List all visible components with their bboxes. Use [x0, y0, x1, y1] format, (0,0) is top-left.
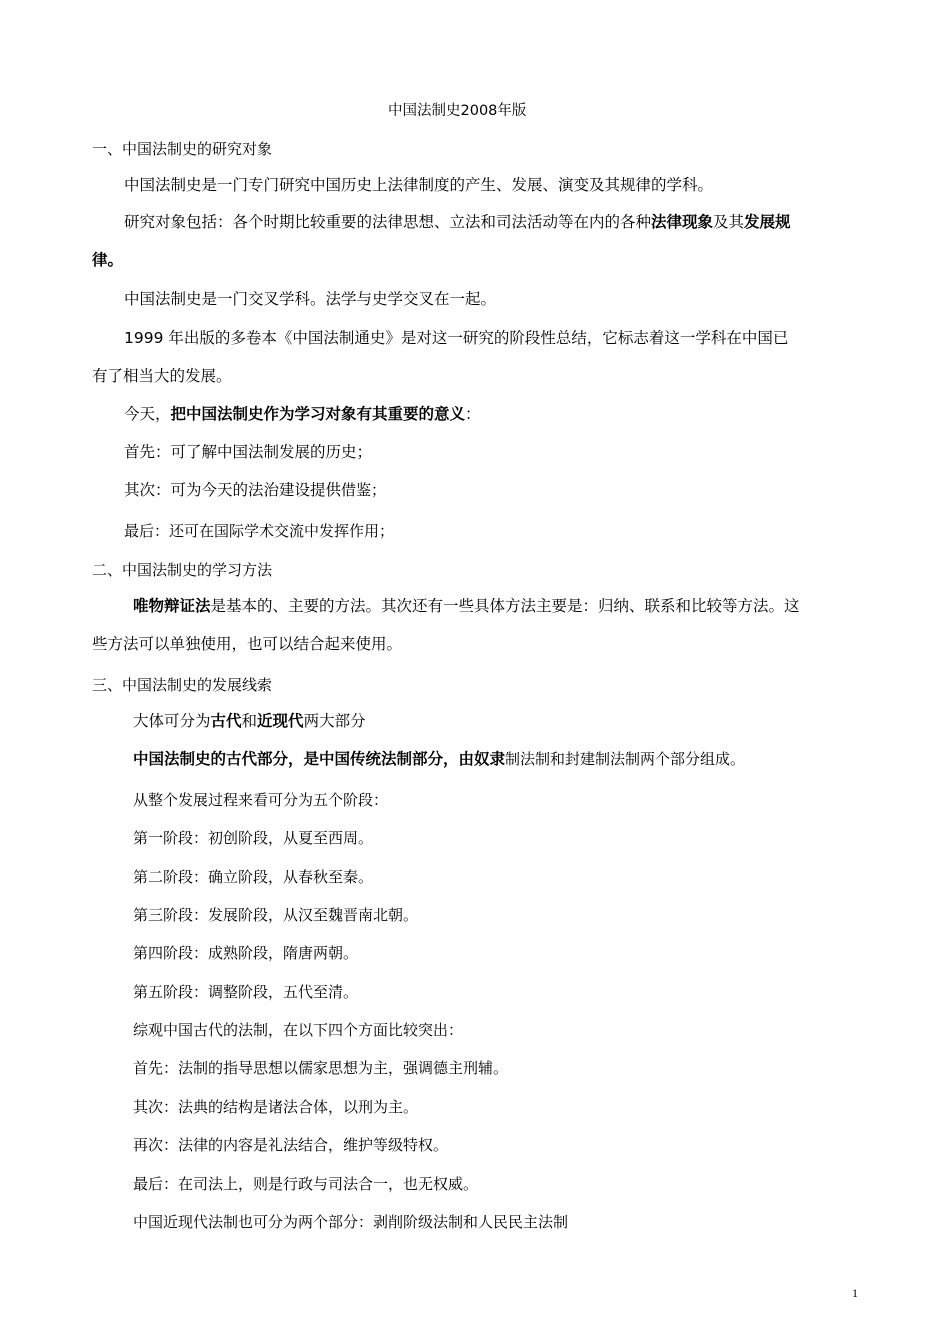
paragraph-line: 综观中国古代的法制，在以下四个方面比较突出： — [133, 1021, 464, 1039]
text-run: 两大部分 — [303, 712, 366, 730]
paragraph-line: 有了相当大的发展。 — [92, 367, 232, 385]
paragraph-line: 中国法制史是一门交叉学科。法学与史学交叉在一起。 — [124, 290, 497, 308]
bold-term: 把中国法制史作为学习对象有其重要的意义 — [170, 405, 466, 423]
bold-term: 法律现象 — [651, 213, 714, 231]
section-heading-3: 三、中国法制史的发展线索 — [92, 676, 273, 694]
paragraph-line — [124, 215, 791, 231]
feature-line: 最后：在司法上，则是行政与司法合一，也无权威。 — [133, 1175, 479, 1193]
paragraph-line: 些方法可以单独使用，也可以结合起来使用。 — [92, 635, 403, 653]
stage-line: 第一阶段：初创阶段，从夏至西周。 — [133, 829, 374, 847]
paragraph-line: 从整个发展过程来看可分为五个阶段： — [133, 791, 389, 809]
bold-term: 中国法制史的古代部分，是中国传统法制部分，由奴隶 — [133, 750, 506, 768]
paragraph-line: 最后：还可在国际学术交流中发挥作用； — [124, 522, 395, 540]
stage-line: 第五阶段：调整阶段，五代至清。 — [133, 983, 359, 1001]
bold-term: 古代 — [210, 712, 242, 730]
stage-line: 第二阶段：确立阶段，从春秋至秦。 — [133, 868, 374, 886]
paragraph-line — [92, 253, 123, 269]
section-heading-1: 一、中国法制史的研究对象 — [92, 140, 273, 158]
bold-term: 近现代 — [257, 712, 304, 730]
text-run: 其次：可为今天的法治建设提供 — [124, 481, 342, 499]
page-number: 1 — [852, 1286, 858, 1300]
paragraph-line — [133, 752, 745, 768]
text-run: 和 — [241, 712, 258, 730]
bold-term: 发展规 — [744, 213, 791, 231]
text-run: 大体可分为 — [133, 712, 211, 730]
text-run: ： — [465, 405, 481, 423]
paragraph-line — [124, 483, 386, 499]
text-run: 借鉴； — [341, 481, 387, 499]
text-run: 研究对象包括：各个时期比较重要的法律思想、立法和司法活动等在内的各种 — [124, 213, 652, 231]
paragraph-line — [133, 599, 800, 615]
stage-line: 第四阶段：成熟阶段，隋唐两朝。 — [133, 944, 359, 962]
bold-term: 唯物辩证法 — [133, 597, 211, 615]
paragraph-line: 中国法制史是一门专门研究中国历史上法律制度的产生、发展、演变及其规律的学科。 — [124, 176, 714, 194]
text-run: 及其 — [713, 213, 745, 231]
text-run: 制法制和封建制法制两个部分组成。 — [505, 750, 746, 768]
bold-term: 律。 — [92, 251, 124, 269]
paragraph-line: 首先：可了解中国法制发展的历史； — [124, 443, 373, 461]
paragraph-line — [133, 714, 366, 730]
document-title: 中国法制史2008年版 — [388, 103, 527, 119]
text-run: 今天， — [124, 405, 171, 423]
feature-line: 再次：法律的内容是礼法结合，维护等级特权。 — [133, 1136, 449, 1154]
paragraph-line — [124, 407, 481, 423]
feature-line: 其次：法典的结构是诸法合体，以刑为主。 — [133, 1098, 419, 1116]
stage-line: 第三阶段：发展阶段，从汉至魏晋南北朝。 — [133, 906, 419, 924]
feature-line: 首先：法制的指导思想以儒家思想为主，强调德主刑辅。 — [133, 1059, 509, 1077]
section-heading-2: 二、中国法制史的学习方法 — [92, 561, 273, 579]
text-run: 是基本的、主要的方法。其次还有一些具体方法主要是：归纳、联系和比较等方法。这 — [210, 597, 800, 615]
paragraph-line: 中国近现代法制也可分为两个部分：剥削阶级法制和人民民主法制 — [133, 1213, 569, 1231]
paragraph-line: 1999 年出版的多卷本《中国法制通史》是对这一研究的阶段性总结，它标志着这一学科在中国已 — [124, 329, 789, 347]
